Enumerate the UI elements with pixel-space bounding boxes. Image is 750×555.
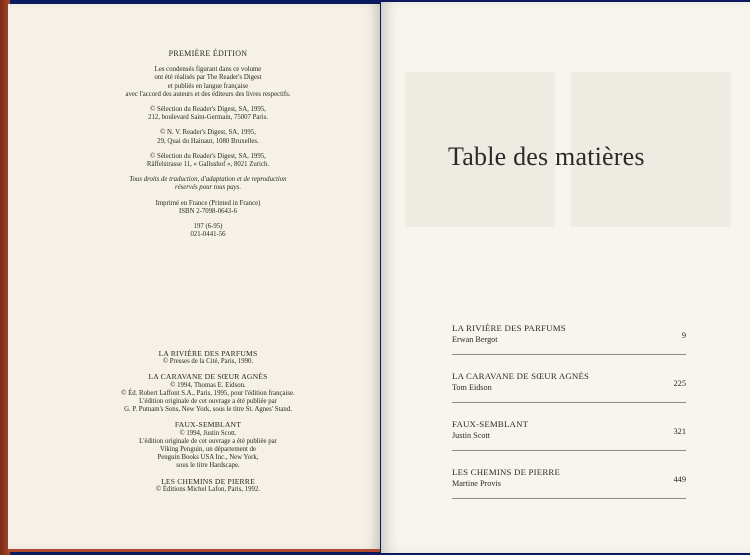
credit-caravane: [60, 373, 356, 414]
toc-divider: [452, 354, 686, 355]
credit-faux-semblant: [60, 421, 356, 470]
credit-line: © 1994, Thomas E. Eidson.: [170, 381, 246, 389]
catalog-codes: [60, 223, 356, 239]
toc-divider: [452, 450, 686, 451]
toc-entry[interactable]: [452, 371, 690, 419]
publisher-address: 29, Quai du Hainaut, 1080 Bruxelles.: [157, 137, 259, 145]
page-title: Table des matières: [448, 142, 645, 171]
intro-line: ont été réalisés par The Reader's Digest: [154, 74, 262, 82]
credit-line: © Presses de la Cité, Paris, 1990.: [162, 358, 254, 366]
rights-line: Tous droits de traduction, d'adaptation et de reproduction: [129, 176, 287, 184]
credit-riviere: [60, 350, 356, 366]
credit-line: © Éd. Robert Laffont S.A., Paris, 1995, pour l'édition française.: [121, 389, 295, 397]
printed-in-line: Imprimé en France (Printed in France): [155, 199, 261, 207]
table-of-contents: [452, 323, 690, 515]
rights-line: réservés pour tous pays.: [174, 184, 242, 192]
publisher-line: © Sélection du Reader's Digest, SA, 1995,: [150, 106, 266, 114]
credit-line: sous le titre Hardscape.: [176, 462, 240, 470]
intro-line: avec l'accord des auteurs et des éditeurs des livres respectifs.: [125, 90, 291, 98]
toc-entry-title: LA RIVIÈRE DES PARFUMS: [452, 323, 566, 333]
credit-line: Viking Penguin, un département de: [159, 446, 257, 454]
publisher-zurich: [60, 153, 356, 169]
credit-title: FAUX-SEMBLANT: [174, 420, 242, 430]
toc-divider: [452, 402, 686, 403]
credit-title: LA CARAVANE DE SŒUR AGNÈS: [148, 372, 268, 382]
toc-entry-author: Erwan Bergot: [452, 335, 498, 344]
toc-entry-title: LES CHEMINS DE PIERRE: [452, 467, 561, 477]
credit-title: LES CHEMINS DE PIERRE: [161, 476, 255, 486]
toc-entry-title: LA CARAVANE DE SŒUR AGNÈS: [452, 371, 590, 381]
toc-entry-author: Justin Scott: [452, 431, 490, 440]
toc-entry[interactable]: [452, 467, 690, 515]
credit-line: G. P. Putnam's Sons, New York, sous le titre St. Agnes' Stand.: [124, 406, 292, 414]
publisher-address: Räffelstrasse 11, « Gallushof », 8021 Zurich.: [146, 161, 270, 169]
toc-entry-page: 449: [673, 475, 686, 484]
toc-divider: [452, 498, 686, 499]
publisher-line: © Sélection du Reader's Digest, SA, 1995,: [150, 152, 266, 160]
toc-entry[interactable]: [452, 323, 690, 371]
publisher-line: © N. V. Reader's Digest, SA, 1995,: [160, 129, 256, 137]
toc-entry-author: Martine Provis: [452, 479, 501, 488]
credit-title: LA RIVIÈRE DES PARFUMS: [158, 349, 258, 358]
copyright-notice: [60, 50, 356, 246]
credit-line: L'édition originale de cet ouvrage a été publiée par: [139, 437, 277, 445]
publisher-brussels: [60, 129, 356, 145]
toc-entry-title: FAUX-SEMBLANT: [452, 419, 529, 429]
toc-entry-author: Tom Eidson: [452, 383, 492, 392]
intro-line: et publiés en langue française: [167, 82, 249, 90]
credit-line: L'édition originale de cet ouvrage a été publiée par: [139, 398, 277, 406]
toc-entry-page: 225: [673, 379, 686, 388]
intro-paragraph: [60, 66, 356, 99]
toc-entry-page: 321: [673, 427, 686, 436]
credit-line: © Éditions Michel Lafon, Paris, 1992.: [155, 485, 261, 493]
credit-chemins: [60, 478, 356, 494]
isbn: ISBN 2-7098-0643-6: [179, 207, 237, 215]
code-line: 021-0441-56: [190, 231, 226, 239]
toc-entry[interactable]: [452, 419, 690, 467]
code-line: 197 (6-95): [193, 223, 223, 231]
edition-heading: PREMIÈRE ÉDITION: [168, 49, 248, 58]
publisher-address: 212, boulevard Saint-Germain, 75007 Paris.: [148, 114, 268, 122]
rights-notice: [60, 176, 356, 192]
publisher-paris: [60, 106, 356, 122]
credit-line: © 1994, Justin Scott.: [179, 429, 237, 437]
toc-entry-page: 9: [681, 331, 686, 340]
book-credits: [60, 350, 356, 501]
printing-info: [60, 200, 356, 216]
intro-line: Les condensés figurant dans ce volume: [154, 66, 262, 74]
credit-line: Penguin Books USA Inc., New York,: [157, 454, 259, 462]
